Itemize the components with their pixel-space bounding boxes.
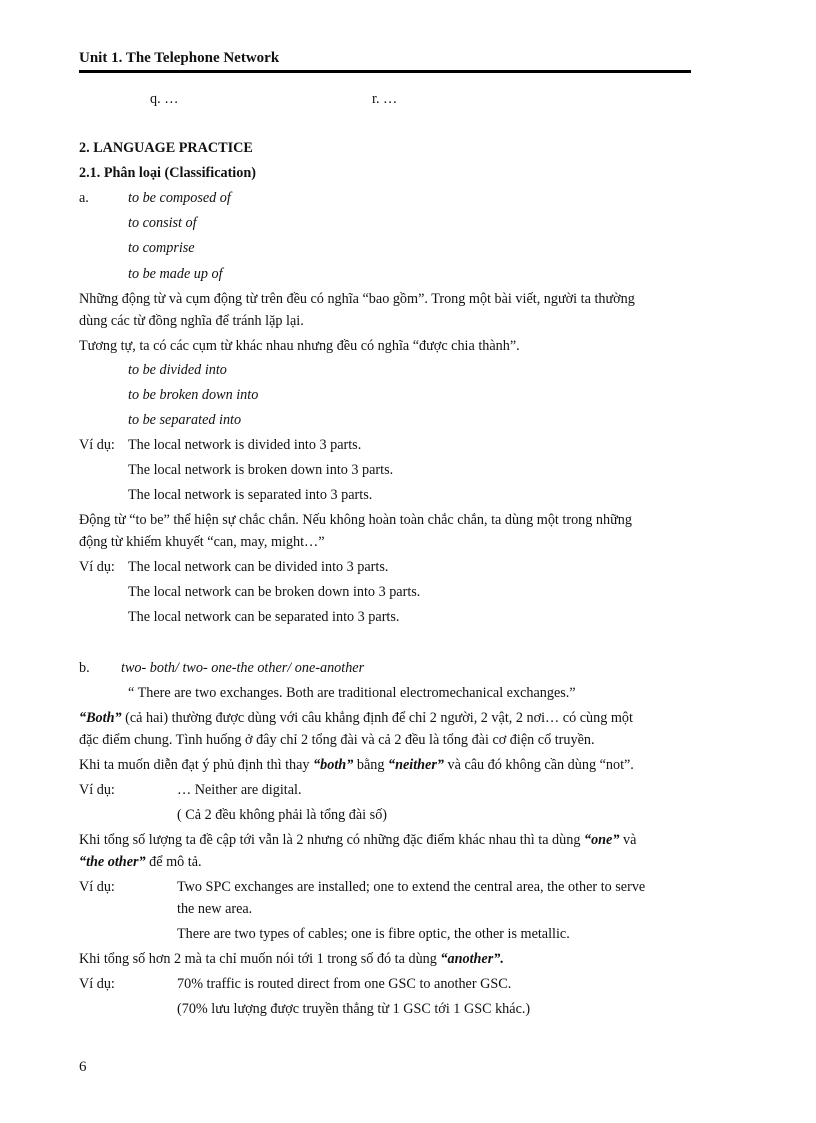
term-neither: “neither”	[387, 757, 444, 773]
example-label: Ví dụ:	[79, 879, 115, 895]
quote: “ There are two exchanges. Both are traditional electromechanical exchanges.”	[128, 685, 576, 701]
term-both: “Both”	[79, 710, 122, 726]
example-label: Ví dụ:	[79, 782, 115, 798]
text-span: bằng	[353, 757, 388, 773]
example-sentence: The local network can be divided into 3 parts.	[128, 559, 389, 575]
text-span: Khi ta muốn diễn đạt ý phủ định thì thay	[79, 757, 314, 773]
text-span: để mô tả.	[145, 854, 202, 870]
example-sentence: the new area.	[177, 901, 253, 917]
text-span: Khi tổng số lượng ta đề cập tới vẫn là 2 nhưng có những đặc điểm khác nhau thì ta dùng	[79, 832, 584, 848]
example-sentence: The local network can be broken down into 3 parts.	[128, 584, 421, 600]
phrase: to comprise	[128, 240, 195, 256]
example-translation: ( Cả 2 đều không phải là tổng đài số)	[177, 807, 388, 823]
example-sentence: The local network can be separated into 3 parts.	[128, 609, 400, 625]
example-label: Ví dụ:	[79, 437, 115, 453]
running-header: Unit 1. The Telephone Network	[79, 50, 280, 66]
page-number: 6	[79, 1059, 87, 1075]
section-title: 2. LANGUAGE PRACTICE	[79, 140, 253, 156]
example-sentence: The local network is broken down into 3 parts.	[128, 462, 394, 478]
term-the-other: “the other”	[79, 854, 146, 870]
example-sentence: The local network is separated into 3 parts.	[128, 487, 373, 503]
part-a-marker: a.	[79, 190, 89, 206]
paragraph-line	[79, 831, 636, 849]
item-q: q. …	[150, 91, 179, 107]
phrase: to be made up of	[128, 266, 223, 282]
term-one: “one”	[583, 832, 620, 848]
paragraph-line: Tương tự, ta có các cụm từ khác nhau nhưng đều có nghĩa “được chia thành”.	[79, 338, 520, 354]
phrase: to consist of	[128, 215, 197, 231]
text-span: và	[619, 832, 637, 848]
example-sentence: There are two types of cables; one is fibre optic, the other is metallic.	[177, 926, 570, 942]
example-sentence: … Neither are digital.	[177, 782, 302, 798]
header-rule	[79, 70, 691, 73]
example-sentence: Two SPC exchanges are installed; one to extend the central area, the other to serve	[177, 879, 646, 895]
paragraph-line: dùng các từ đồng nghĩa để tránh lặp lại.	[79, 313, 304, 329]
paragraph-line: Động từ “to be” thể hiện sự chắc chắn. Nếu không hoàn toàn chắc chắn, ta dùng một trong những	[79, 512, 632, 528]
example-label: Ví dụ:	[79, 976, 115, 992]
text-span: (cả hai) thường được dùng với câu khẳng định để chỉ 2 người, 2 vật, 2 nơi… có cùng một	[121, 710, 633, 726]
text-span: và câu đó không cần dùng “not”.	[443, 757, 634, 773]
example-sentence: The local network is divided into 3 parts.	[128, 437, 362, 453]
paragraph-line	[79, 756, 634, 774]
example-label: Ví dụ:	[79, 559, 115, 575]
text-span: Khi tổng số hơn 2 mà ta chỉ muốn nói tới 1 trong số đó ta dùng	[79, 951, 441, 967]
item-r: r. …	[372, 91, 398, 107]
phrase: to be divided into	[128, 362, 227, 378]
paragraph-line	[79, 853, 202, 871]
example-sentence: 70% traffic is routed direct from one GSC to another GSC.	[177, 976, 512, 992]
paragraph-line: Những động từ và cụm động từ trên đều có nghĩa “bao gồm”. Trong một bài viết, người ta thường	[79, 291, 635, 307]
paragraph-line	[79, 709, 633, 727]
section-subtitle: 2.1. Phân loại (Classification)	[79, 165, 256, 181]
phrase: to be separated into	[128, 412, 242, 428]
paragraph-line: đặc điểm chung. Tình huống ở đây chỉ 2 tổng đài và cả 2 đều là tổng đài cơ điện cổ truyền.	[79, 732, 595, 748]
paragraph-line: động từ khiếm khuyết “can, may, might…”	[79, 534, 325, 550]
term-both: “both”	[313, 757, 354, 773]
part-b-heading: two- both/ two- one-the other/ one-another	[121, 660, 365, 676]
phrase: to be broken down into	[128, 387, 259, 403]
term-another: “another”.	[440, 951, 504, 967]
paragraph-line	[79, 950, 504, 968]
phrase: to be composed of	[128, 190, 231, 206]
example-translation: (70% lưu lượng được truyền thẳng từ 1 GSC tới 1 GSC khác.)	[177, 1001, 531, 1017]
part-b-marker: b.	[79, 660, 90, 676]
